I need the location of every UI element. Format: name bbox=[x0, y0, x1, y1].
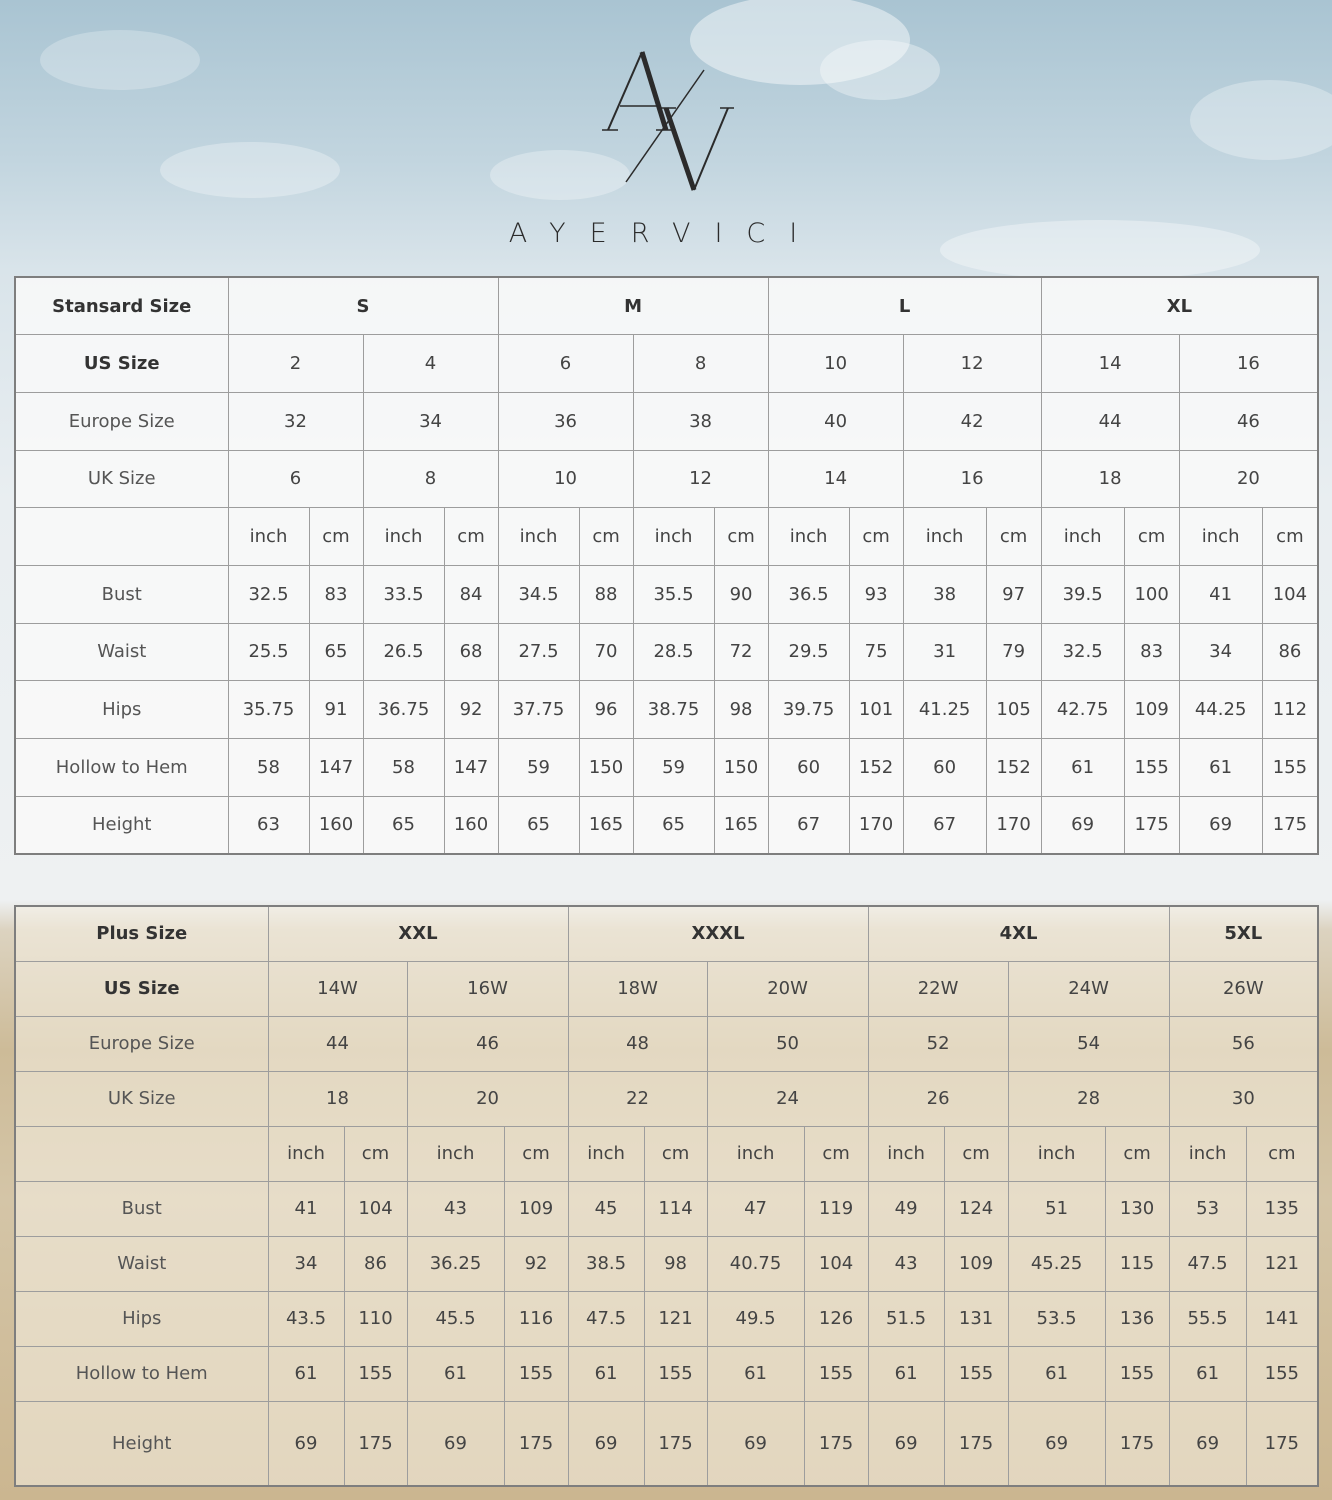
unit-inch: inch bbox=[363, 508, 444, 566]
measurement-value: 93 bbox=[849, 565, 903, 623]
measurement-value: 175 bbox=[644, 1401, 707, 1486]
measurement-value: 31 bbox=[903, 623, 986, 681]
units-row bbox=[15, 508, 1318, 566]
brand-logo bbox=[0, 0, 1332, 270]
unit-cm: cm bbox=[579, 508, 633, 566]
measurement-value: 38.5 bbox=[568, 1236, 644, 1291]
measurement-value: 38 bbox=[903, 565, 986, 623]
measurement-value: 155 bbox=[1124, 739, 1179, 797]
measurement-value: 155 bbox=[644, 1346, 707, 1401]
measurement-value: 155 bbox=[1262, 739, 1318, 797]
measurement-value: 43 bbox=[407, 1181, 504, 1236]
uk-size-label: UK Size bbox=[15, 450, 228, 508]
measurement-value: 51 bbox=[1008, 1181, 1105, 1236]
measurement-value: 27.5 bbox=[498, 623, 579, 681]
measurement-value: 83 bbox=[309, 565, 363, 623]
measurement-value: 86 bbox=[1262, 623, 1318, 681]
measurement-label: Height bbox=[15, 796, 228, 854]
measurement-label: Hips bbox=[15, 1291, 268, 1346]
measurement-value: 41 bbox=[1179, 565, 1262, 623]
size-group-5xl: 5XL bbox=[1169, 906, 1318, 961]
measurement-value: 29.5 bbox=[768, 623, 849, 681]
measurement-value: 45.25 bbox=[1008, 1236, 1105, 1291]
unit-cm: cm bbox=[1246, 1126, 1318, 1181]
eu-size-value: 48 bbox=[568, 1016, 707, 1071]
measurement-value: 105 bbox=[986, 681, 1041, 739]
us-size-row bbox=[15, 335, 1318, 393]
measurement-value: 65 bbox=[363, 796, 444, 854]
us-size-row bbox=[15, 961, 1318, 1016]
measurement-value: 53.5 bbox=[1008, 1291, 1105, 1346]
measurement-value: 35.5 bbox=[633, 565, 714, 623]
measurement-value: 141 bbox=[1246, 1291, 1318, 1346]
measurement-value: 61 bbox=[568, 1346, 644, 1401]
us-size-label: US Size bbox=[15, 961, 268, 1016]
measurement-value: 114 bbox=[644, 1181, 707, 1236]
measurement-value: 109 bbox=[944, 1236, 1008, 1291]
measurement-value: 116 bbox=[504, 1291, 568, 1346]
eu-size-value: 42 bbox=[903, 392, 1041, 450]
measurement-value: 121 bbox=[644, 1291, 707, 1346]
us-size-label: US Size bbox=[15, 335, 228, 393]
measurement-label: Bust bbox=[15, 565, 228, 623]
uk-size-value: 16 bbox=[903, 450, 1041, 508]
measurement-value: 63 bbox=[228, 796, 309, 854]
measurement-value: 65 bbox=[498, 796, 579, 854]
measurement-value: 104 bbox=[1262, 565, 1318, 623]
us-size-value: 24W bbox=[1008, 961, 1169, 1016]
measurement-value: 51.5 bbox=[868, 1291, 944, 1346]
measurement-value: 61 bbox=[1169, 1346, 1246, 1401]
measurement-value: 150 bbox=[714, 739, 768, 797]
measurement-value: 67 bbox=[903, 796, 986, 854]
eu-size-row bbox=[15, 392, 1318, 450]
unit-cm: cm bbox=[1105, 1126, 1169, 1181]
uk-size-row bbox=[15, 450, 1318, 508]
measurement-value: 61 bbox=[1041, 739, 1124, 797]
measurement-value: 69 bbox=[1041, 796, 1124, 854]
measurement-label: Height bbox=[15, 1401, 268, 1486]
unit-inch: inch bbox=[407, 1126, 504, 1181]
measurement-value: 130 bbox=[1105, 1181, 1169, 1236]
us-size-value: 14 bbox=[1041, 335, 1179, 393]
measurement-value: 38.75 bbox=[633, 681, 714, 739]
measurement-value: 49.5 bbox=[707, 1291, 804, 1346]
measurement-value: 121 bbox=[1246, 1236, 1318, 1291]
measurement-value: 43 bbox=[868, 1236, 944, 1291]
measurement-value: 112 bbox=[1262, 681, 1318, 739]
measurement-row-hollow-to-hem bbox=[15, 1346, 1318, 1401]
measurement-value: 60 bbox=[903, 739, 986, 797]
unit-cm: cm bbox=[849, 508, 903, 566]
measurement-row-bust bbox=[15, 565, 1318, 623]
measurement-value: 126 bbox=[804, 1291, 868, 1346]
measurement-label: Waist bbox=[15, 1236, 268, 1291]
measurement-value: 75 bbox=[849, 623, 903, 681]
measurement-value: 41 bbox=[268, 1181, 344, 1236]
measurement-value: 155 bbox=[1105, 1346, 1169, 1401]
uk-size-value: 30 bbox=[1169, 1071, 1318, 1126]
measurement-value: 45 bbox=[568, 1181, 644, 1236]
unit-inch: inch bbox=[707, 1126, 804, 1181]
measurement-value: 155 bbox=[1246, 1346, 1318, 1401]
measurement-value: 165 bbox=[579, 796, 633, 854]
uk-size-value: 18 bbox=[1041, 450, 1179, 508]
measurement-value: 160 bbox=[444, 796, 498, 854]
measurement-value: 119 bbox=[804, 1181, 868, 1236]
measurement-value: 170 bbox=[986, 796, 1041, 854]
measurement-row-hollow-to-hem bbox=[15, 739, 1318, 797]
eu-size-value: 54 bbox=[1008, 1016, 1169, 1071]
uk-size-value: 20 bbox=[407, 1071, 568, 1126]
unit-inch: inch bbox=[633, 508, 714, 566]
measurement-value: 53 bbox=[1169, 1181, 1246, 1236]
measurement-value: 152 bbox=[986, 739, 1041, 797]
unit-inch: inch bbox=[1169, 1126, 1246, 1181]
eu-size-value: 36 bbox=[498, 392, 633, 450]
eu-size-value: 52 bbox=[868, 1016, 1008, 1071]
measurement-value: 86 bbox=[344, 1236, 407, 1291]
measurement-value: 155 bbox=[344, 1346, 407, 1401]
measurement-value: 68 bbox=[444, 623, 498, 681]
measurement-value: 170 bbox=[849, 796, 903, 854]
us-size-value: 26W bbox=[1169, 961, 1318, 1016]
unit-inch: inch bbox=[1179, 508, 1262, 566]
measurement-value: 34.5 bbox=[498, 565, 579, 623]
measurement-label: Bust bbox=[15, 1181, 268, 1236]
measurement-value: 47.5 bbox=[1169, 1236, 1246, 1291]
unit-inch: inch bbox=[768, 508, 849, 566]
measurement-value: 155 bbox=[804, 1346, 868, 1401]
unit-inch: inch bbox=[903, 508, 986, 566]
unit-inch: inch bbox=[228, 508, 309, 566]
measurement-row-hips bbox=[15, 1291, 1318, 1346]
eu-size-value: 44 bbox=[1041, 392, 1179, 450]
measurement-value: 61 bbox=[1179, 739, 1262, 797]
measurement-value: 175 bbox=[504, 1401, 568, 1486]
eu-size-value: 32 bbox=[228, 392, 363, 450]
measurement-value: 49 bbox=[868, 1181, 944, 1236]
measurement-label: Waist bbox=[15, 623, 228, 681]
measurement-value: 58 bbox=[228, 739, 309, 797]
eu-size-value: 40 bbox=[768, 392, 903, 450]
measurement-value: 72 bbox=[714, 623, 768, 681]
measurement-value: 36.25 bbox=[407, 1236, 504, 1291]
measurement-value: 104 bbox=[804, 1236, 868, 1291]
eu-size-label: Europe Size bbox=[15, 392, 228, 450]
measurement-value: 124 bbox=[944, 1181, 1008, 1236]
group-header-row bbox=[15, 906, 1318, 961]
size-group-l: L bbox=[768, 277, 1041, 335]
eu-size-value: 46 bbox=[1179, 392, 1318, 450]
measurement-value: 84 bbox=[444, 565, 498, 623]
measurement-value: 60 bbox=[768, 739, 849, 797]
measurement-value: 28.5 bbox=[633, 623, 714, 681]
measurement-value: 150 bbox=[579, 739, 633, 797]
measurement-value: 160 bbox=[309, 796, 363, 854]
unit-inch: inch bbox=[498, 508, 579, 566]
measurement-value: 61 bbox=[268, 1346, 344, 1401]
us-size-value: 12 bbox=[903, 335, 1041, 393]
unit-cm: cm bbox=[986, 508, 1041, 566]
us-size-value: 6 bbox=[498, 335, 633, 393]
measurement-value: 41.25 bbox=[903, 681, 986, 739]
unit-cm: cm bbox=[444, 508, 498, 566]
us-size-value: 2 bbox=[228, 335, 363, 393]
measurement-value: 33.5 bbox=[363, 565, 444, 623]
unit-cm: cm bbox=[309, 508, 363, 566]
measurement-value: 155 bbox=[944, 1346, 1008, 1401]
measurement-value: 101 bbox=[849, 681, 903, 739]
measurement-value: 39.75 bbox=[768, 681, 849, 739]
units-row bbox=[15, 1126, 1318, 1181]
measurement-value: 47.5 bbox=[568, 1291, 644, 1346]
us-size-value: 8 bbox=[633, 335, 768, 393]
unit-cm: cm bbox=[714, 508, 768, 566]
measurement-value: 69 bbox=[568, 1401, 644, 1486]
standard-size-table bbox=[14, 276, 1319, 855]
us-size-value: 20W bbox=[707, 961, 868, 1016]
measurement-value: 79 bbox=[986, 623, 1041, 681]
units-row-blank bbox=[15, 1126, 268, 1181]
measurement-value: 58 bbox=[363, 739, 444, 797]
measurement-value: 67 bbox=[768, 796, 849, 854]
measurement-value: 83 bbox=[1124, 623, 1179, 681]
measurement-value: 36.75 bbox=[363, 681, 444, 739]
measurement-value: 175 bbox=[1262, 796, 1318, 854]
measurement-value: 61 bbox=[1008, 1346, 1105, 1401]
eu-size-value: 34 bbox=[363, 392, 498, 450]
measurement-row-bust bbox=[15, 1181, 1318, 1236]
unit-cm: cm bbox=[1124, 508, 1179, 566]
measurement-row-hips bbox=[15, 681, 1318, 739]
measurement-value: 39.5 bbox=[1041, 565, 1124, 623]
measurement-value: 35.75 bbox=[228, 681, 309, 739]
uk-size-value: 24 bbox=[707, 1071, 868, 1126]
uk-size-value: 22 bbox=[568, 1071, 707, 1126]
measurement-value: 110 bbox=[344, 1291, 407, 1346]
measurement-value: 175 bbox=[1124, 796, 1179, 854]
monogram-icon bbox=[596, 44, 736, 194]
uk-size-value: 12 bbox=[633, 450, 768, 508]
unit-cm: cm bbox=[504, 1126, 568, 1181]
size-group-s: S bbox=[228, 277, 498, 335]
measurement-value: 135 bbox=[1246, 1181, 1318, 1236]
measurement-value: 147 bbox=[309, 739, 363, 797]
measurement-value: 100 bbox=[1124, 565, 1179, 623]
eu-size-label: Europe Size bbox=[15, 1016, 268, 1071]
measurement-value: 69 bbox=[407, 1401, 504, 1486]
uk-size-value: 6 bbox=[228, 450, 363, 508]
measurement-value: 175 bbox=[344, 1401, 407, 1486]
measurement-value: 37.75 bbox=[498, 681, 579, 739]
measurement-value: 92 bbox=[444, 681, 498, 739]
unit-cm: cm bbox=[344, 1126, 407, 1181]
measurement-value: 69 bbox=[1179, 796, 1262, 854]
measurement-value: 90 bbox=[714, 565, 768, 623]
measurement-value: 43.5 bbox=[268, 1291, 344, 1346]
measurement-value: 47 bbox=[707, 1181, 804, 1236]
us-size-value: 4 bbox=[363, 335, 498, 393]
uk-size-value: 10 bbox=[498, 450, 633, 508]
unit-inch: inch bbox=[868, 1126, 944, 1181]
measurement-value: 61 bbox=[868, 1346, 944, 1401]
us-size-value: 14W bbox=[268, 961, 407, 1016]
measurement-label: Hips bbox=[15, 681, 228, 739]
plus-size-table bbox=[14, 905, 1319, 1487]
measurement-value: 69 bbox=[868, 1401, 944, 1486]
measurement-value: 165 bbox=[714, 796, 768, 854]
measurement-value: 25.5 bbox=[228, 623, 309, 681]
measurement-value: 65 bbox=[309, 623, 363, 681]
measurement-value: 92 bbox=[504, 1236, 568, 1291]
measurement-value: 175 bbox=[1246, 1401, 1318, 1486]
measurement-label: Hollow to Hem bbox=[15, 1346, 268, 1401]
measurement-value: 109 bbox=[1124, 681, 1179, 739]
uk-size-value: 18 bbox=[268, 1071, 407, 1126]
uk-size-value: 14 bbox=[768, 450, 903, 508]
eu-size-value: 38 bbox=[633, 392, 768, 450]
us-size-value: 18W bbox=[568, 961, 707, 1016]
measurement-value: 97 bbox=[986, 565, 1041, 623]
measurement-row-height bbox=[15, 796, 1318, 854]
measurement-value: 65 bbox=[633, 796, 714, 854]
us-size-value: 16 bbox=[1179, 335, 1318, 393]
size-group-xxxl: XXXL bbox=[568, 906, 868, 961]
measurement-value: 32.5 bbox=[1041, 623, 1124, 681]
measurement-value: 69 bbox=[1008, 1401, 1105, 1486]
measurement-value: 45.5 bbox=[407, 1291, 504, 1346]
measurement-value: 32.5 bbox=[228, 565, 309, 623]
size-group-m: M bbox=[498, 277, 768, 335]
uk-size-row bbox=[15, 1071, 1318, 1126]
size-group-4xl: 4XL bbox=[868, 906, 1169, 961]
measurement-value: 109 bbox=[504, 1181, 568, 1236]
measurement-row-height bbox=[15, 1401, 1318, 1486]
eu-size-value: 50 bbox=[707, 1016, 868, 1071]
measurement-value: 88 bbox=[579, 565, 633, 623]
uk-size-value: 26 bbox=[868, 1071, 1008, 1126]
measurement-label: Hollow to Hem bbox=[15, 739, 228, 797]
measurement-value: 175 bbox=[944, 1401, 1008, 1486]
us-size-value: 16W bbox=[407, 961, 568, 1016]
uk-size-value: 28 bbox=[1008, 1071, 1169, 1126]
measurement-value: 98 bbox=[714, 681, 768, 739]
measurement-value: 70 bbox=[579, 623, 633, 681]
measurement-value: 61 bbox=[707, 1346, 804, 1401]
measurement-value: 96 bbox=[579, 681, 633, 739]
measurement-value: 152 bbox=[849, 739, 903, 797]
measurement-value: 61 bbox=[407, 1346, 504, 1401]
measurement-value: 55.5 bbox=[1169, 1291, 1246, 1346]
measurement-value: 26.5 bbox=[363, 623, 444, 681]
measurement-value: 36.5 bbox=[768, 565, 849, 623]
brand-name: AYERVICI bbox=[508, 218, 822, 249]
measurement-row-waist bbox=[15, 1236, 1318, 1291]
measurement-value: 42.75 bbox=[1041, 681, 1124, 739]
measurement-value: 104 bbox=[344, 1181, 407, 1236]
measurement-row-waist bbox=[15, 623, 1318, 681]
table-title-cell: Plus Size bbox=[15, 906, 268, 961]
unit-inch: inch bbox=[568, 1126, 644, 1181]
unit-cm: cm bbox=[644, 1126, 707, 1181]
measurement-value: 147 bbox=[444, 739, 498, 797]
measurement-value: 69 bbox=[1169, 1401, 1246, 1486]
unit-cm: cm bbox=[944, 1126, 1008, 1181]
measurement-value: 69 bbox=[268, 1401, 344, 1486]
unit-cm: cm bbox=[1262, 508, 1318, 566]
measurement-value: 91 bbox=[309, 681, 363, 739]
measurement-value: 115 bbox=[1105, 1236, 1169, 1291]
group-header-row bbox=[15, 277, 1318, 335]
uk-size-value: 20 bbox=[1179, 450, 1318, 508]
unit-inch: inch bbox=[1008, 1126, 1105, 1181]
measurement-value: 69 bbox=[707, 1401, 804, 1486]
eu-size-value: 44 bbox=[268, 1016, 407, 1071]
measurement-value: 59 bbox=[633, 739, 714, 797]
eu-size-row bbox=[15, 1016, 1318, 1071]
measurement-value: 136 bbox=[1105, 1291, 1169, 1346]
uk-size-value: 8 bbox=[363, 450, 498, 508]
eu-size-value: 56 bbox=[1169, 1016, 1318, 1071]
unit-inch: inch bbox=[268, 1126, 344, 1181]
us-size-value: 10 bbox=[768, 335, 903, 393]
measurement-value: 98 bbox=[644, 1236, 707, 1291]
uk-size-label: UK Size bbox=[15, 1071, 268, 1126]
measurement-value: 44.25 bbox=[1179, 681, 1262, 739]
units-row-blank bbox=[15, 508, 228, 566]
measurement-value: 40.75 bbox=[707, 1236, 804, 1291]
table-title-cell: Stansard Size bbox=[15, 277, 228, 335]
eu-size-value: 46 bbox=[407, 1016, 568, 1071]
measurement-value: 59 bbox=[498, 739, 579, 797]
size-group-xl: XL bbox=[1041, 277, 1318, 335]
size-group-xxl: XXL bbox=[268, 906, 568, 961]
unit-inch: inch bbox=[1041, 508, 1124, 566]
measurement-value: 34 bbox=[268, 1236, 344, 1291]
measurement-value: 175 bbox=[804, 1401, 868, 1486]
measurement-value: 155 bbox=[504, 1346, 568, 1401]
measurement-value: 131 bbox=[944, 1291, 1008, 1346]
measurement-value: 34 bbox=[1179, 623, 1262, 681]
measurement-value: 175 bbox=[1105, 1401, 1169, 1486]
us-size-value: 22W bbox=[868, 961, 1008, 1016]
unit-cm: cm bbox=[804, 1126, 868, 1181]
